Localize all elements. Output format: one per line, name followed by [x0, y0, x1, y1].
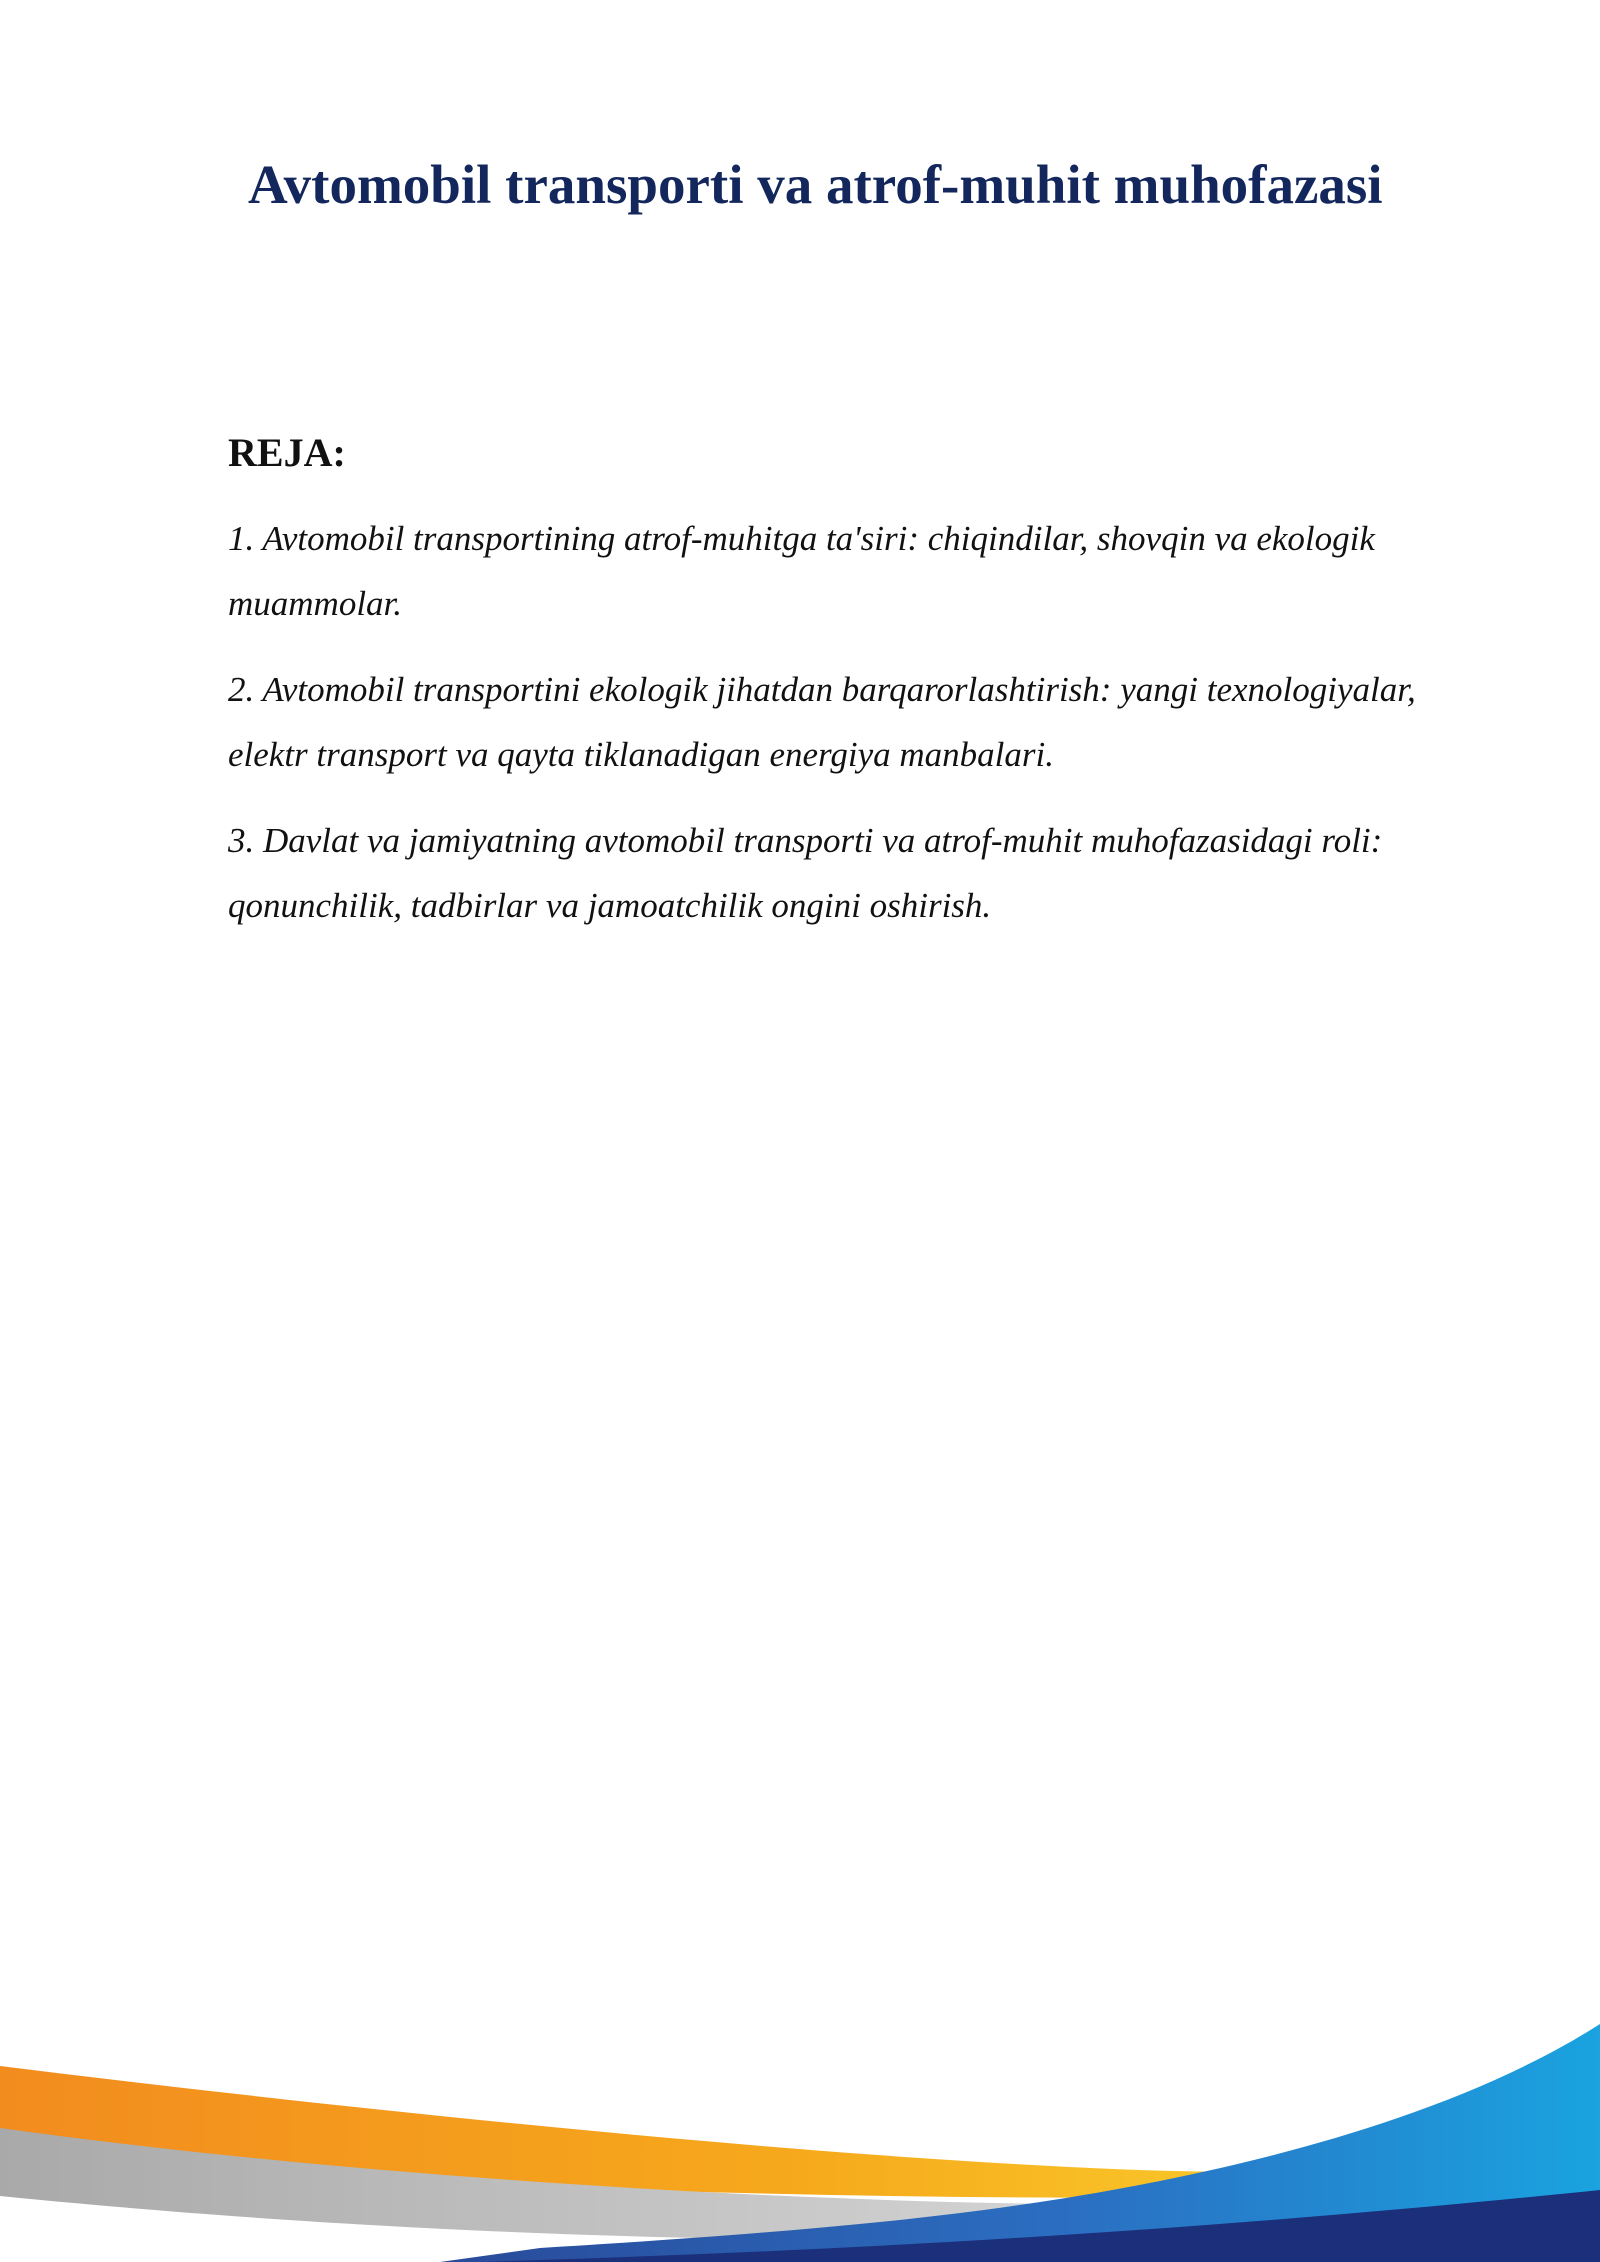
plan-item: 2. Avtomobil transportini ekologik jihatdan barqarorlashtirish: yangi texnologiyalar, elektr transport va qayta tiklanadigan energiya manbalari.: [228, 670, 1416, 774]
document-title: Avtomobil transporti va atrof-muhit muhofazasi: [248, 154, 1383, 215]
plan-item: 1. Avtomobil transportining atrof-muhitga ta'siri: chiqindilar, shovqin va ekologik muammolar.: [228, 519, 1375, 623]
plan-list: [228, 506, 1468, 938]
plan-section: [228, 420, 1468, 959]
plan-heading: REJA:: [228, 430, 346, 475]
footer-wave-decoration: [0, 2000, 1600, 2262]
plan-item: 3. Davlat va jamiyatning avtomobil transporti va atrof-muhit muhofazasidagi roli: qonunchilik, tadbirlar va jamoatchilik ongini oshirish.: [228, 821, 1383, 925]
